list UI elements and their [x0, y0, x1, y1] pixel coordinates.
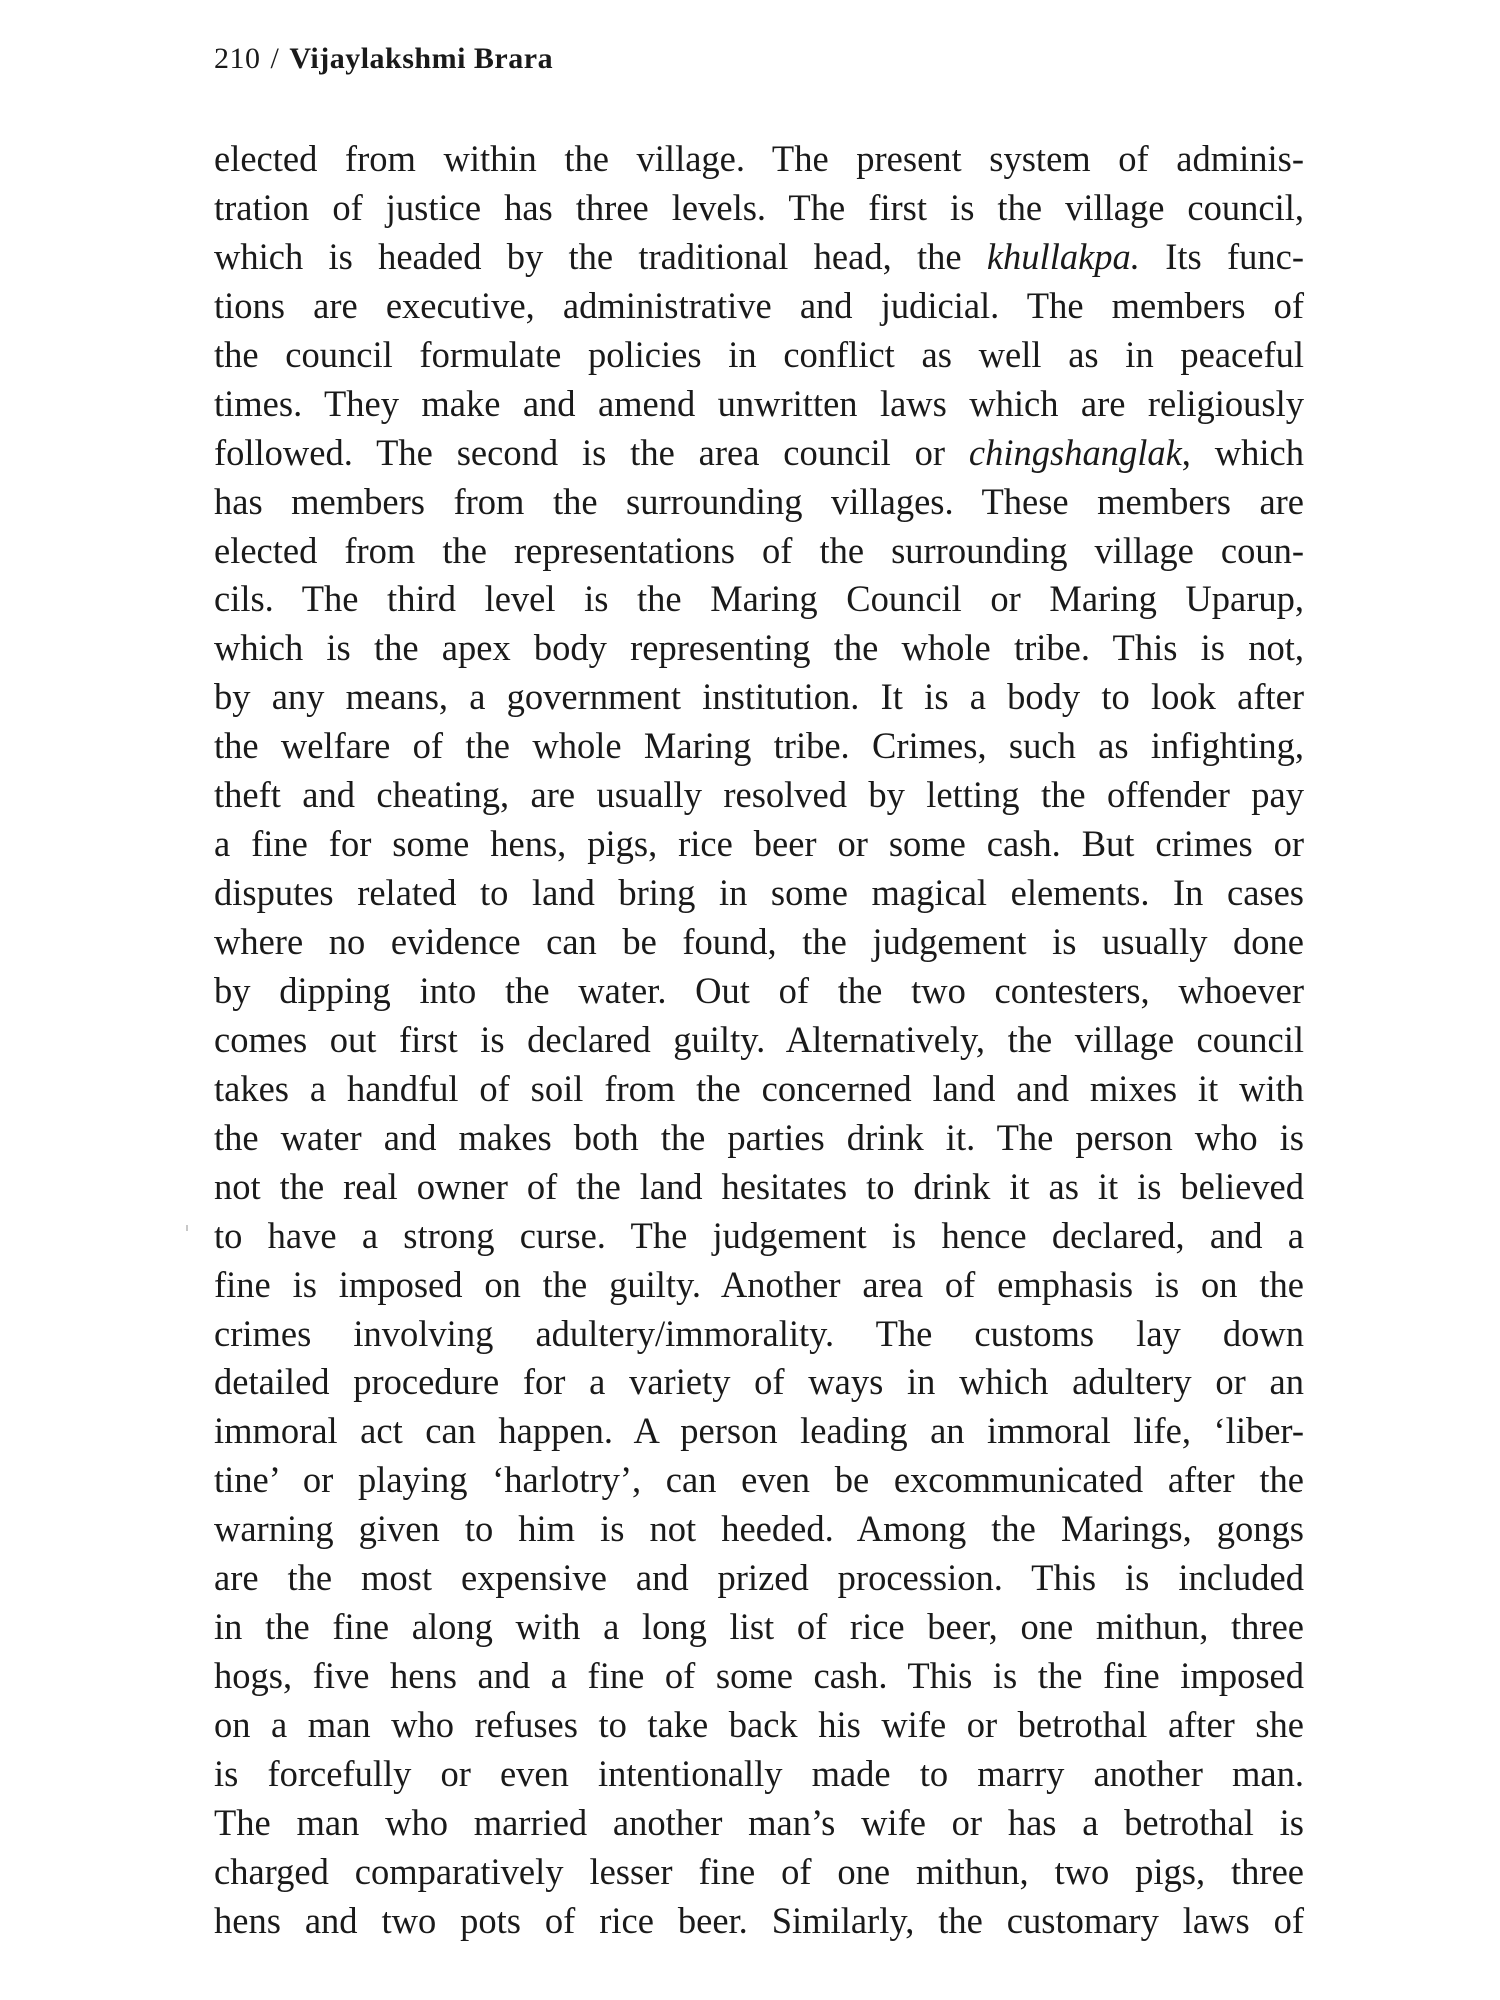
text-line	[214, 1456, 1304, 1505]
line-text: in the fine along with a long list of rice beer, one mithun, three	[214, 1606, 1304, 1648]
text-line	[214, 184, 1304, 233]
line-text: takes a handful of soil from the concerned land and mixes it with	[214, 1067, 1304, 1109]
line-text: theft and cheating, are usually resolved by letting the offender pay	[214, 774, 1304, 816]
line-text: cils. The third level is the Maring Council or Maring Uparup,	[214, 578, 1304, 620]
text-line	[214, 722, 1304, 771]
text-line	[214, 624, 1304, 673]
line-text: by dipping into the water. Out of the two contesters, whoever	[214, 969, 1304, 1011]
text-line	[214, 1701, 1304, 1750]
line-text: disputes related to land bring in some magical elements. In cases	[214, 872, 1304, 914]
text-line	[214, 527, 1304, 576]
line-text: which is the apex body representing the whole tribe. This is not,	[214, 627, 1304, 669]
text-line	[214, 1016, 1304, 1065]
line-text: which is headed by the traditional head, the	[214, 235, 987, 277]
page-number: 210	[214, 42, 261, 75]
text-line	[214, 282, 1304, 331]
text-line	[214, 1163, 1304, 1212]
text-line	[214, 1799, 1304, 1848]
line-text: has members from the surrounding villages. These members are	[214, 480, 1304, 522]
text-line	[214, 331, 1304, 380]
line-text: on a man who refuses to take back his wife or betrothal after she	[214, 1704, 1304, 1745]
margin-mark	[186, 1225, 188, 1231]
line-text: charged comparatively lesser fine of one mithun, two pigs, three	[214, 1850, 1304, 1892]
text-line	[214, 673, 1304, 722]
text-line	[214, 1897, 1304, 1946]
line-text: followed. The second is the area council or	[214, 431, 969, 473]
text-line	[214, 233, 1304, 282]
line-text: tine’ or playing ‘harlotry’, can even be excommunicated after the	[214, 1459, 1304, 1501]
text-line	[214, 1261, 1304, 1310]
line-text: where no evidence can be found, the judgement is usually done	[214, 921, 1304, 962]
line-text: crimes involving adultery/immorality. The customs lay down	[214, 1312, 1304, 1354]
line-text: the council formulate policies in conflict as well as in peaceful	[214, 333, 1304, 375]
line-text: immoral act can happen. A person leading an immoral life, ‘liber-	[214, 1410, 1304, 1452]
author-name: Vijaylakshmi Brara	[289, 42, 554, 75]
text-line	[214, 1212, 1304, 1261]
text-line	[214, 820, 1304, 869]
line-text: are the most expensive and prized procession. This is included	[214, 1557, 1304, 1599]
line-text: the water and makes both the parties drink it. The person who is	[214, 1116, 1304, 1158]
header-separator: /	[270, 42, 280, 75]
text-line	[214, 575, 1304, 624]
text-line	[214, 135, 1304, 184]
text-line	[214, 1505, 1304, 1554]
line-text: tration of justice has three levels. The first is the village council,	[214, 186, 1304, 228]
text-line	[214, 1114, 1304, 1163]
line-text: tions are executive, administrative and judicial. The members of	[214, 284, 1304, 326]
line-text: to have a strong curse. The judgement is hence declared, and a	[214, 1214, 1304, 1256]
text-line	[214, 1358, 1304, 1407]
line-text: the welfare of the whole Maring tribe. Crimes, such as infighting,	[214, 725, 1304, 767]
line-text: detailed procedure for a variety of ways in which adultery or an	[214, 1361, 1304, 1403]
text-line	[214, 771, 1304, 820]
text-line	[214, 1750, 1304, 1799]
line-text: elected from within the village. The present system of adminis-	[214, 138, 1304, 179]
text-line	[214, 967, 1304, 1016]
text-line	[214, 1310, 1304, 1359]
text-line	[214, 429, 1304, 478]
text-line	[214, 1407, 1304, 1456]
line-text: times. They make and amend unwritten laws which are religiously	[214, 382, 1304, 424]
line-text: a fine for some hens, pigs, rice beer or some cash. But crimes or	[214, 823, 1304, 865]
text-line	[214, 1065, 1304, 1114]
text-line	[214, 380, 1304, 429]
line-text: is forcefully or even intentionally made to marry another man.	[214, 1752, 1304, 1794]
text-line	[214, 1652, 1304, 1701]
line-text: by any means, a government institution. It is a body to look after	[214, 676, 1304, 718]
text-line	[214, 869, 1304, 918]
running-head	[214, 42, 553, 76]
line-text: elected from the representations of the surrounding village coun-	[214, 529, 1304, 571]
text-line	[214, 918, 1304, 967]
line-text-continued: Its func-	[1139, 235, 1304, 277]
line-text: The man who married another man’s wife or has a betrothal is	[214, 1801, 1304, 1843]
line-text: hens and two pots of rice beer. Similarly, the customary laws of	[214, 1899, 1304, 1941]
line-text: hogs, five hens and a fine of some cash. This is the fine imposed	[214, 1655, 1304, 1697]
text-line	[214, 1603, 1304, 1652]
italic-term: chingshanglak	[968, 431, 1182, 473]
line-text: warning given to him is not heeded. Among the Marings, gongs	[214, 1508, 1304, 1550]
line-text: fine is imposed on the guilty. Another area of emphasis is on the	[214, 1263, 1304, 1305]
text-line	[214, 1848, 1304, 1897]
line-text: comes out first is declared guilty. Alternatively, the village council	[214, 1018, 1304, 1060]
line-text-continued: , which	[1181, 431, 1305, 473]
body-text	[214, 135, 1304, 1946]
line-text: not the real owner of the land hesitates to drink it as it is believed	[214, 1165, 1304, 1207]
text-line	[214, 1554, 1304, 1603]
italic-term: khullakpa.	[986, 235, 1140, 277]
text-line	[214, 478, 1304, 527]
